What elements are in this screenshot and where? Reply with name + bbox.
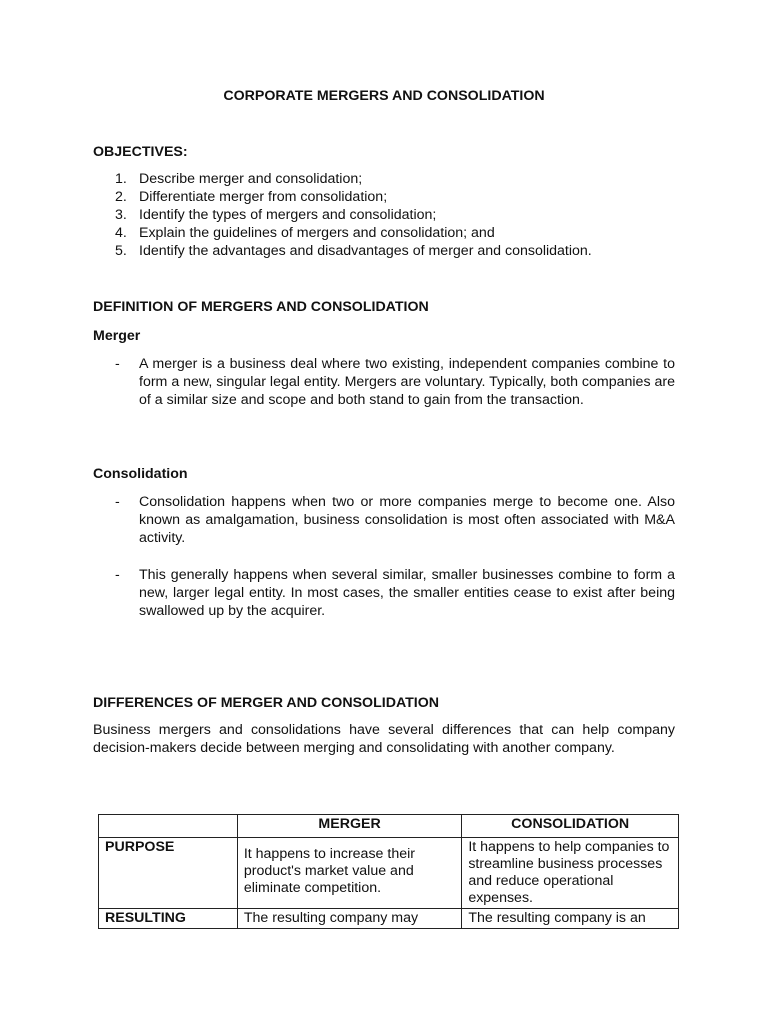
table-row xyxy=(99,838,679,909)
row-label: PURPOSE xyxy=(99,838,238,909)
list-item-text: Describe merger and consolidation; xyxy=(139,171,363,187)
bullet-text: Consolidation happens when two or more companies merge to become one. Also known as amalgamation, business consolidation is most often associated with M&A activity. xyxy=(139,494,675,546)
list-item xyxy=(93,242,693,260)
definition-heading: DEFINITION OF MERGERS AND CONSOLIDATION xyxy=(93,299,429,315)
bullet-text: A merger is a business deal where two existing, independent companies combine to form a new, singular legal entity. Mergers are voluntary. Typically, both companies are of a similar size and scope and both stand to gain from the transaction. xyxy=(139,356,675,408)
differences-intro: Business mergers and consolidations have several differences that can help company decision-makers decide between merging and consolidating with another company. xyxy=(93,722,675,756)
row-label: RESULTING xyxy=(99,909,238,929)
merger-cell: It happens to increase their product's market value and eliminate competition. xyxy=(237,838,461,909)
consolidation-cell: The resulting company is an xyxy=(462,909,679,929)
consolidation-subheading: Consolidation xyxy=(93,466,188,482)
merger-cell: The resulting company may xyxy=(237,909,461,929)
table-header-consolidation: CONSOLIDATION xyxy=(462,815,679,838)
table-row xyxy=(99,909,679,929)
list-number: 3. xyxy=(115,207,127,223)
consolidation-bullet xyxy=(93,493,675,547)
consolidation-cell: It happens to help companies to streamline business processes and reduce operational expenses. xyxy=(462,838,679,909)
list-item xyxy=(93,224,693,242)
merger-subheading: Merger xyxy=(93,328,141,344)
bullet-dash: - xyxy=(115,494,120,510)
list-number: 2. xyxy=(115,189,127,205)
objectives-heading: OBJECTIVES: xyxy=(93,144,188,160)
list-number: 1. xyxy=(115,171,127,187)
differences-heading: DIFFERENCES OF MERGER AND CONSOLIDATION xyxy=(93,695,440,711)
list-number: 4. xyxy=(115,225,127,241)
merger-bullet xyxy=(93,355,675,409)
document-title: CORPORATE MERGERS AND CONSOLIDATION xyxy=(223,88,545,104)
list-item xyxy=(93,188,693,206)
comparison-table xyxy=(98,814,679,929)
consolidation-bullet xyxy=(93,566,675,620)
list-item-text: Identify the advantages and disadvantages of merger and consolidation. xyxy=(139,243,592,259)
list-number: 5. xyxy=(115,243,127,259)
bullet-dash: - xyxy=(115,356,120,372)
list-item xyxy=(93,170,693,188)
list-item-text: Differentiate merger from consolidation; xyxy=(139,189,388,205)
table-header-merger: MERGER xyxy=(237,815,461,838)
bullet-text: This generally happens when several similar, smaller businesses combine to form a new, larger legal entity. In most cases, the smaller entities cease to exist after being swallowed up by the acquirer. xyxy=(139,567,675,619)
list-item-text: Explain the guidelines of mergers and consolidation; and xyxy=(139,225,495,241)
objectives-list xyxy=(93,170,693,260)
table-header-empty xyxy=(99,815,238,838)
list-item xyxy=(93,206,693,224)
list-item-text: Identify the types of mergers and consolidation; xyxy=(139,207,437,223)
table-header-row xyxy=(99,815,679,838)
bullet-dash: - xyxy=(115,567,120,583)
